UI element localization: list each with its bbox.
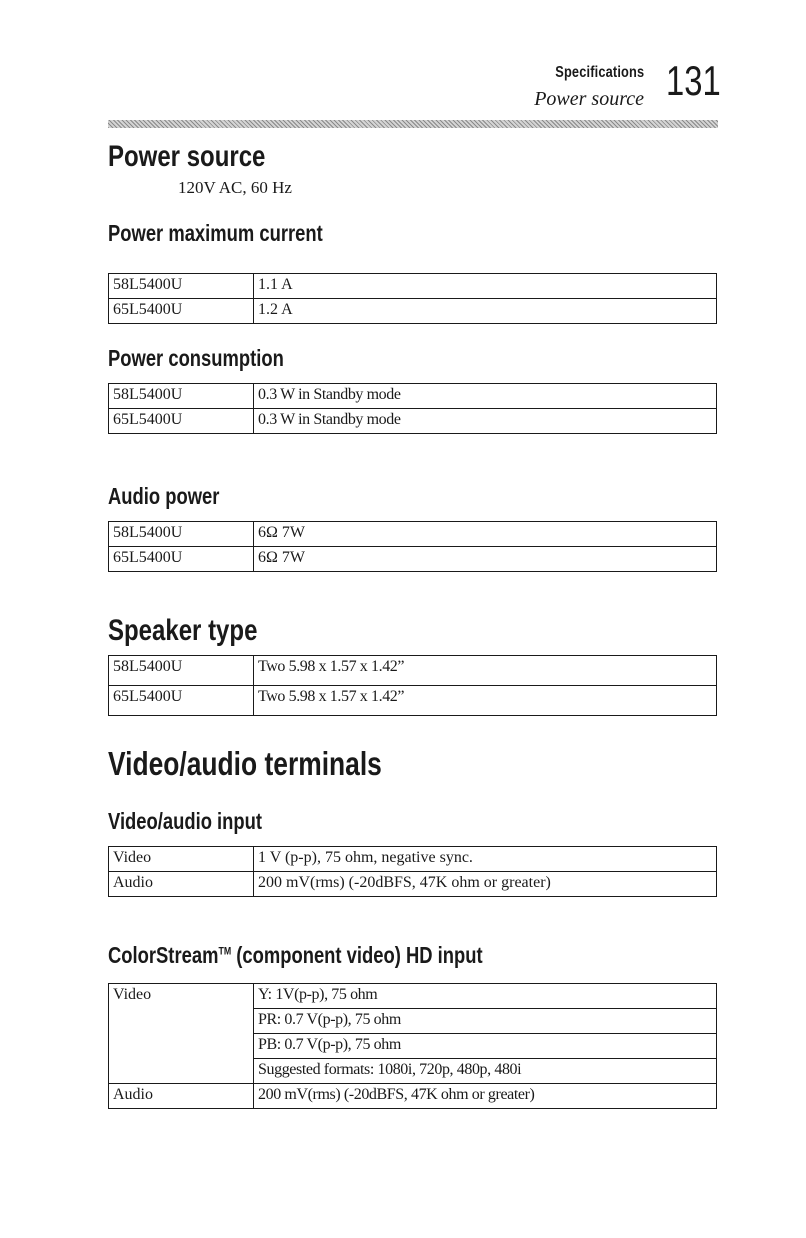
table-row xyxy=(109,847,717,872)
model-cell: 58L5400U xyxy=(109,274,254,299)
speaker-type-table xyxy=(108,655,717,716)
table-row xyxy=(109,384,717,409)
model-cell: 58L5400U xyxy=(109,522,254,547)
value-cell: 1.2 A xyxy=(254,299,717,324)
value-cell: Y: 1V(p-p), 75 ohm xyxy=(254,984,717,1009)
table-row xyxy=(109,1084,717,1109)
colorstream-title-pre: ColorStream xyxy=(108,942,219,968)
model-cell: 58L5400U xyxy=(109,656,254,686)
heading-colorstream xyxy=(108,942,483,969)
value-cell: 200 mV(rms) (-20dBFS, 47K ohm or greater) xyxy=(254,872,717,897)
model-cell: 65L5400U xyxy=(109,686,254,716)
value-cell: 1 V (p-p), 75 ohm, negative sync. xyxy=(254,847,717,872)
video-audio-input-table xyxy=(108,846,717,897)
value-cell: 6Ω 7W xyxy=(254,547,717,572)
value-cell: Two 5.98 x 1.57 x 1.42” xyxy=(254,686,717,716)
table-row xyxy=(109,872,717,897)
trademark-mark: TM xyxy=(218,945,232,958)
value-cell: 0.3 W in Standby mode xyxy=(254,409,717,434)
running-header-subsection: Power source xyxy=(534,88,644,110)
running-header-section: Specifications xyxy=(554,64,644,81)
table-row xyxy=(109,522,717,547)
colorstream-table xyxy=(108,983,717,1109)
value-cell: 200 mV(rms) (-20dBFS, 47K ohm or greater) xyxy=(254,1084,717,1109)
heading-power-consumption: Power consumption xyxy=(108,345,284,371)
table-row xyxy=(109,984,717,1009)
heading-speaker-type: Speaker type xyxy=(108,614,258,647)
label-cell: Audio xyxy=(109,872,254,897)
value-cell: Suggested formats: 1080i, 720p, 480p, 480i xyxy=(254,1059,717,1084)
heading-power-max-current: Power maximum current xyxy=(108,220,323,246)
heading-video-audio-terminals: Video/audio terminals xyxy=(108,745,382,782)
table-row xyxy=(109,547,717,572)
label-cell: Audio xyxy=(109,1084,254,1109)
power-consumption-table xyxy=(108,383,717,434)
power-source-value: 120V AC, 60 Hz xyxy=(178,178,292,197)
table-row xyxy=(109,274,717,299)
model-cell: 58L5400U xyxy=(109,384,254,409)
model-cell: 65L5400U xyxy=(109,547,254,572)
value-cell: PB: 0.7 V(p-p), 75 ohm xyxy=(254,1034,717,1059)
table-row xyxy=(109,656,717,686)
model-cell: 65L5400U xyxy=(109,409,254,434)
value-cell: 6Ω 7W xyxy=(254,522,717,547)
heading-video-audio-input: Video/audio input xyxy=(108,808,263,834)
value-cell: PR: 0.7 V(p-p), 75 ohm xyxy=(254,1009,717,1034)
value-cell: 0.3 W in Standby mode xyxy=(254,384,717,409)
colorstream-title-post: (component video) HD input xyxy=(231,942,483,968)
page-number: 131 xyxy=(666,57,721,104)
model-cell: 65L5400U xyxy=(109,299,254,324)
header-rule xyxy=(108,120,718,128)
audio-power-table xyxy=(108,521,717,572)
label-cell: Video xyxy=(109,984,254,1084)
value-cell: Two 5.98 x 1.57 x 1.42” xyxy=(254,656,717,686)
heading-power-source: Power source xyxy=(108,140,266,173)
table-row xyxy=(109,299,717,324)
table-row xyxy=(109,409,717,434)
label-cell: Video xyxy=(109,847,254,872)
heading-audio-power: Audio power xyxy=(108,483,220,509)
value-cell: 1.1 A xyxy=(254,274,717,299)
power-max-current-table xyxy=(108,273,717,324)
table-row xyxy=(109,686,717,716)
